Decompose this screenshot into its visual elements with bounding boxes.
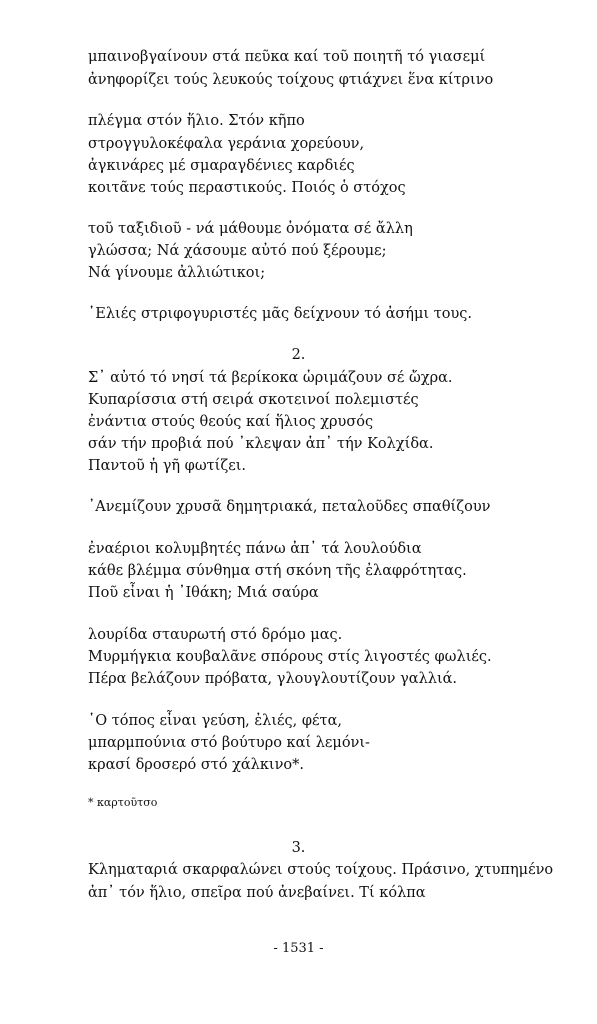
poem-line: ἀγκινάρες μέ σμαραγδένιες καρδιές [88,158,355,174]
poem-line: ῾Ελιές στριφογυριστές μᾶς δείχνουν τό ἀσήμι τους. [88,306,473,322]
poem-line: Ποῦ εἶναι ἡ ᾿Ιθάκη; Μιά σαύρα [88,585,319,601]
poem-line: Σ᾿ αὐτό τό νησί τά βερίκοκα ὡριμάζουν σέ ὤχρα. [88,370,453,386]
poem-line: Νά γίνουμε ἀλλιώτικοι; [88,265,266,281]
poem-line: μπαρμπούνια στό βούτυρο καί λεμόνι- [88,735,370,751]
poem-line: λουρίδα σταυρωτή στό δρόμο μας. [88,627,343,643]
section-number: 2. [291,347,306,363]
page-number: - 1531 - [273,941,324,956]
poem-line: ἀνηφορίζει τούς λευκούς τοίχους φτιάχνει ἕνα κίτρινο [88,72,494,88]
poem-line: ῾Ο τόπος εἶναι γεύση, ἐλιές, φέτα, [88,713,342,729]
poem-line: γλώσσα; Νά χάσουμε αὐτό πού ξέρουμε; [88,243,387,259]
poem-line: κρασί δροσερό στό χάλκινο*. [88,757,305,773]
poem-line: ἐναέριοι κολυμβητές πάνω ἀπ᾿ τά λουλούδια [88,541,422,557]
poem-line: μπαινοβγαίνουν στά πεῦκα καί τοῦ ποιητῆ τό γιασεμί [88,49,486,65]
poem-line: κοιτᾶνε τούς περαστικούς. Ποιός ὁ στόχος [88,180,406,196]
poem-line: Κληματαριά σκαρφαλώνει στούς τοίχους. Πράσινο, χτυπημένο [88,862,554,878]
poem-line: τοῦ ταξιδιοῦ - νά μάθουμε ὀνόματα σέ ἄλλη [88,221,413,237]
footnote: * καρτοῦτσο [88,796,158,809]
poem-line: Μυρμήγκια κουβαλᾶνε σπόρους στίς λιγοστές φωλιές. [88,649,492,665]
poem-line: σάν τήν προβιά πού ᾿κλεψαν ἀπ᾿ τήν Κολχίδα. [88,436,434,452]
poem-line: ᾿Ανεμίζουν χρυσᾶ δημητριακά, πεταλοῦδες σπαθίζουν [88,499,491,515]
poem-line: Παντοῦ ἡ γῆ φωτίζει. [88,458,247,474]
section-number: 3. [291,840,306,856]
poem-line: πλέγμα στόν ἥλιο. Στόν κῆπο [88,113,305,129]
poem-line: στρογγυλοκέφαλα γεράνια χορεύουν, [88,136,365,152]
poem-line: ἐνάντια στούς θεούς καί ἥλιος χρυσός [88,414,374,430]
poem-line: Πέρα βελάζουν πρόβατα, γλουγλουτίζουν γαλλιά. [88,671,458,687]
poem-line: Κυπαρίσσια στή σειρά σκοτεινοί πολεμιστές [88,392,419,408]
poem-line: ἀπ᾿ τόν ἥλιο, σπεῖρα πού ἀνεβαίνει. Τί κόλπα [88,885,426,901]
poem-line: κάθε βλέμμα σύνθημα στή σκόνη τῆς ἐλαφρότητας. [88,563,467,579]
